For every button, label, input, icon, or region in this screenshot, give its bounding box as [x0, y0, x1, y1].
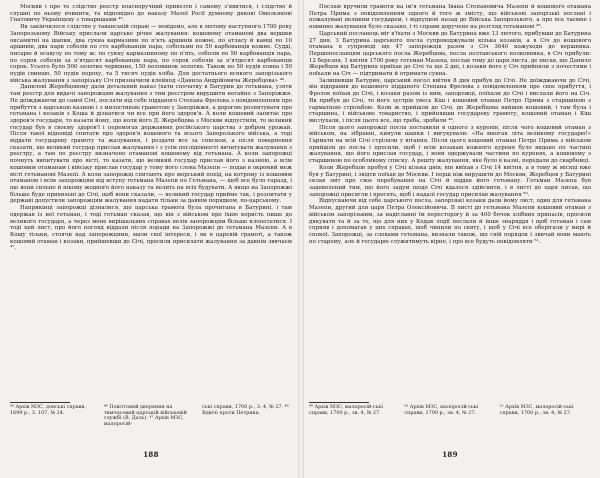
paragraph: Москви і про те слідство реєстр власноручний привезти і самому з'явитися, і слідство й слушні по ньому вчинити, та відповідно до наказу Малої Росії думному дякові Омельянові Гнатовичу Українцеву з товаришами ⁴⁵.: [10, 4, 292, 24]
left-page-footnotes: [10, 405, 292, 429]
right-page: [309, 4, 591, 472]
footnote: ⁵¹ Архів МЗС, малоросій-ські справи, 1700 р., зв. 4, № 27.: [499, 404, 574, 416]
footnote: ⁴⁹ Архів МЗС, малоросій-ські справи, 1700 р., зв. 4, № 27.: [309, 404, 383, 416]
paragraph: Залишивши Батурин, царський посол квітня 8 дня прибув до Січі. Не доїжджаючи до Січі, він відправив до кошового підданого Степана Фролова з повідомленням про своє прибуття, і Фролов поїхав до Січі, і козаки разом із ним, запорожці, поїхали до Січі і вислали його на Січ. Як прибув до Січі, то його зустрів увесь Кіш і кошовий отаман Петро Прима з старшиною з гарматною стрільбою. Коли ж прийшли до Січі, до Жеребцова вийшов кошовий, і там була і старшина, і військове товариство, і прийнявши государеву грамоту, кошовий отаман і Кіш вислухали, і після цього все, що треба, зробили ⁴⁹.: [309, 77, 591, 124]
paragraph: Наприкінці запорожці дізналися, що царська грамота була прочитана в Батурині, і там одержав із неї гетьман, і тоді гетьман сказав, що він з військом про їхню користь пише до великого государя, а через мене вирішальних справах велів запорожцям більше клопотатися. І тоді цей лист, про його погляд віддали після поради на Запорожжі до гетьмана Мазепи. А в Кошу тільки, стоячи над запорожцями, мали свої інтереси, і як в царевій грамоті, а також кошовий отаман і козаки, прийшовши до Січі, просили присилати жалування за давнім звичаєм ⁴⁷.: [10, 205, 292, 252]
footnote-rule: [10, 402, 70, 403]
page-number: 189: [442, 450, 458, 459]
footnote: ⁴⁵ Архів МЗС, донські справи, 1699 р., 3. 107, № 24.: [10, 404, 87, 416]
page-number: 188: [143, 450, 159, 459]
left-page-body: [10, 4, 292, 252]
right-page-body: [309, 4, 591, 245]
footnote: ські справи, 1700 р., 3. 4, № 27. ⁴⁸ Вдвічі проти Петрика.: [202, 404, 289, 416]
left-page: [10, 4, 292, 472]
paragraph: Після цього запорожці посла поставили в одного з куренів, після чого кошовий отаман з військом, на зібранні, кинули шапки і вигукували: «На многая літа великому государю!» Гармати на всій Січі стріляли у вітання. Після цього кошовий отаман Петро Прима з військом прийшли до посла і просили, щоб і всім козакам кожного куреня було видано по частині жалування, що його прислав государ, і вони одержували частини по куренях, а кошовому з старшиною по особливому списку. А решту жалування, яке було в казні, передали до скарбниці.: [309, 124, 591, 165]
footnote: ⁵⁰ Архів МЗС, малоросій-ські справи, 1700 р., зв. 4, № 27.: [404, 404, 479, 416]
right-page-footnotes: [309, 405, 591, 417]
paragraph: Послам вручили грамоти на ім'я гетьмана Івана Степановича Мазепи й кошового отамана Петра Прима з повідомленням одного й того ж змісту, що військові запорізькі послані і пожалувані великим государем, і відпущені назад до Війська Запорозького, а про все таємне і повинно жалування було сказано, і ті справи доручено на розгляд гетьманові ⁴⁸.: [309, 4, 591, 31]
book-gutter: [298, 0, 304, 478]
paragraph: Царський посланець міг в'їхати з Москви до Батурина вже 13 лютого, прибувши до Батурина 27 дня. З Батурина царського посла супроводжували кілька козаків, а в Січ до кошового отамана в супроводі ще 47 запорожців разом з Січ 3640 кожуходи до вершника. Першопосланцям царського посла Жеребцова, посла полтавського полковника, в Січ прибули: 12 березня, 1 квітня 1700 року гетьман Мазепа, послав тому до царя листа, де писав, що Данило Жеребцов від Батурина приїхав до Січі та ще 2 дні, і козаки його у Січ прийняли з почестями і поїхали на Січ — підтримати й отримати сукна.: [309, 30, 591, 78]
footnote-rule: [309, 402, 369, 403]
footnote: ⁴⁶ Повіттовий дворянин на тимчасовий царській військовій службі (В. Даль). ⁴⁷ Архів МЗС, малоросій-: [103, 404, 187, 428]
paragraph: Даниловi Жеребцовому дали детальний наказ (хати спочатку в Батурин до гетьмана, узяти там реєстр для видачі запорожцям жалування з тим реєстром вирушити негайно з Запоріжжя. Не доїжджаючи до самої Січі, послати від себе підданого Степана Фролова з повідомленням про прибуття з царською казною і з милостивою грамотою у Запоріжжя, а дорогою розпитувати про гетьмана і козаків з Коша й дізнатися чи все при його здоров'я. А коли кошовий запитає про здоров'я государя, то казати йому, що коли його Д. Жеребцова з Москви відпустили, то великий государ був в своєму здоров'ї і перемогах державних російського царства з добром урожай. Після такої відповіді спитати про здоров'я кошового та всього Запорозького війська, а тоді віддати государеву грамоту та жалування, і роздати все за списком, а після повернення сказати, що великий государ прислав жалування і з усім послідовності вичитувати жалування з реєстру, а там по реєстру визначено отаманові кошовому від гетьмана. А коли запорожці почнуть випитувати про вісті, то казати, що великий государ прислав його з казною, а всім кошовим отаманам і війську прислав государ у тому його слова Мазепи — подав в окремий меж вісті гетьманові Мазепі. А коли запорожці спитають про морський похід, на котрому із кошовим отаманом і всім запорожцям від вступу гетьмана Мазепи по Гетьмана, — щоб все було гаразд, і що вони сильно й нікому жодного його наказу та велить на всіх будувати. А якщо на Запорожжі більше буде прихильні до Січі, щоб вони сказали, — великий государ прийме так, і розпитати у державі допустили запорожцям жалування надати тільки за давнім порядком, по-царському.: [10, 84, 292, 205]
paragraph: Коли Жеребцов пробув у Січі кілька днів, він виїхав з Січі 14 квітня, а в тому ж місяці вже був у Батурині, і звідти поїхав до Москви. І перш ніж вирушити до Москви, Жеребцов у Батурині склав звіт про своє перебування на Січі й віддав його гетьману. Гетьман Мазепа був задоволений тим, що його задум щодо Січі вдалося здійснити, і в листі до царя писав, що запорожці присягли і просять, щоб і надалі государ присилав жалування ⁵⁰.: [309, 164, 591, 198]
paragraph: Як закінчилося слідство у таванській справі — невідомо, але в лютому наступного 1700 року Запорозькому Війську прислали царське річне жалування: кошовому отаманові два вершки оксамитні на шапки, два сукна кармазини по п'ять аршинів кожне, по атласу й камці по 10 аршинів, два пари соболів по сто карбованців пара, собольми по 50 карбованців кожне. Судді, писарю й осавулу по тому ж: по сукну кармазинному по п'ять, соболів по 50 карбованців пара, по сорок соболів за п'ятдесят карбованців пара, по сорок соболів за п'ятдесят карбованців сорок. Усього було 500 золотих червоних, 150 половинок золотих. Також по 50 пудів олива і 50 пудів свинцю, 50 пудів пороху, та 5 тисяч пудів хліба. Для достатнього всякого запорізького війська жалування з запорізьку Січ призначили клейнод «Данила Андрійовича Жеребцова» ⁴⁶.: [10, 24, 292, 84]
paragraph: Відпускаючи від себе царського посла, запорізькі козаки дали йому лист, один для гетьмана Мазепи, другий для царя Петра Олексійовича. В листі до гетьмана Мазепи кошовий отаман з військом запорізьким, за надісланні їм пересторогу й за 400 бочок хлібних припасів, просили дякувати та й за те, що для них у Кодак лодії послали й інше знаряддя і щоб гетьман і сам сприяв і допомагав у цих справах, щоб чинили по святу, і щоб у Січі все оберігали у мирі й спокої. Запорожці, за словами гетьмана, визнали також, що свій порядок і звичай вони мають по старому, але й государю служитимуть вірно, і про все будуть повідомляти ⁵¹.: [309, 198, 591, 245]
